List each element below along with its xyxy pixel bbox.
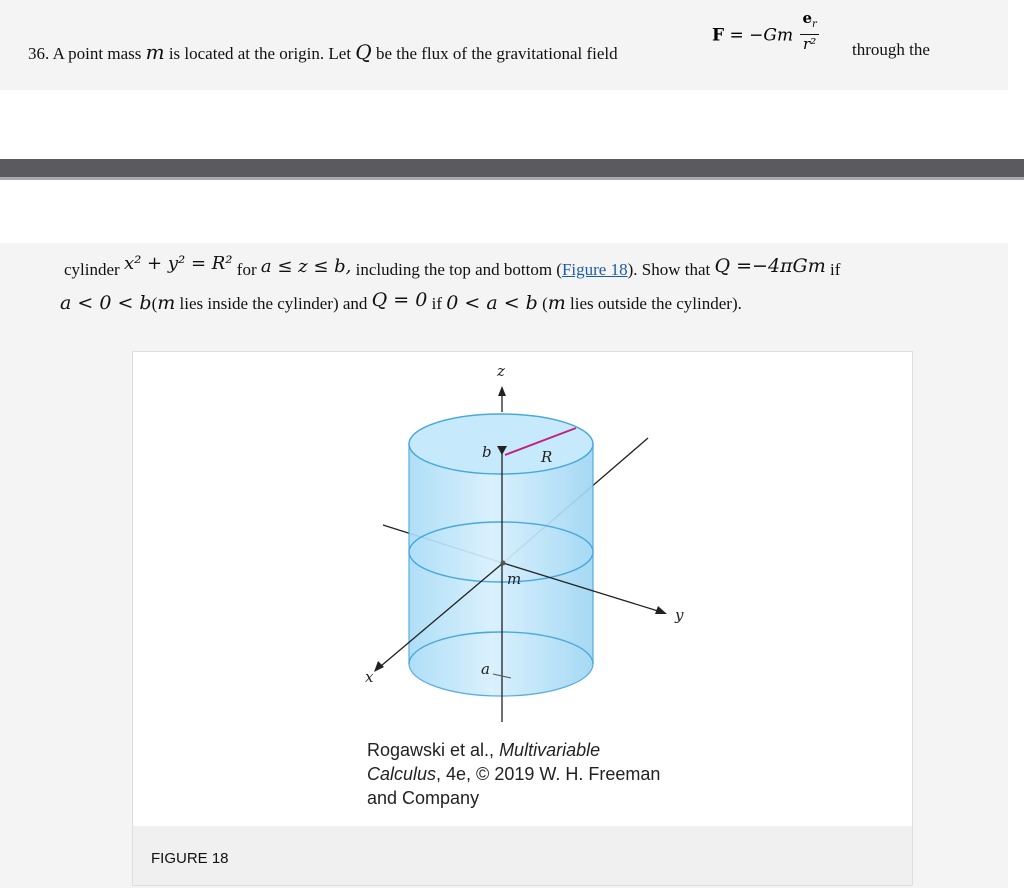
math-e: e bbox=[802, 9, 813, 27]
figure-footer bbox=[133, 826, 912, 885]
text: lies outside the cylinder). bbox=[570, 294, 742, 313]
figure-18-link[interactable]: Figure 18 bbox=[561, 260, 628, 279]
text: ). Show that bbox=[627, 260, 711, 279]
paren: ( bbox=[542, 294, 548, 313]
math-m: m bbox=[145, 40, 165, 64]
label-b: b bbox=[482, 443, 492, 461]
math-z-range: a ≤ z ≤ b, bbox=[260, 256, 352, 277]
math-outside-condition: 0 < a < b bbox=[446, 292, 538, 314]
divider-shadow bbox=[0, 177, 1024, 180]
gravitational-field-formula bbox=[712, 0, 850, 60]
text: including the top and bottom ( bbox=[355, 260, 562, 279]
problem-line-2 bbox=[64, 253, 841, 280]
denominator: r² bbox=[803, 35, 817, 53]
figure-caption: FIGURE 18 bbox=[151, 850, 229, 867]
figure-card bbox=[132, 351, 913, 886]
label-m: m bbox=[507, 570, 522, 588]
cylinder-body bbox=[409, 444, 593, 696]
text: if bbox=[829, 260, 841, 279]
label-z: z bbox=[497, 362, 505, 380]
math-r-sub: r bbox=[812, 19, 817, 30]
math-m: m bbox=[157, 292, 176, 314]
math-cylinder-equation: x² + y² = R² bbox=[123, 253, 233, 274]
cylinder-top bbox=[409, 414, 593, 474]
math-Q: Q bbox=[355, 40, 372, 64]
numerator bbox=[800, 9, 818, 35]
figure-credit bbox=[367, 738, 687, 810]
math-inside-condition: a < 0 < b bbox=[60, 292, 152, 314]
credit-text: and Company bbox=[367, 788, 480, 808]
problem-line-3 bbox=[60, 289, 742, 314]
math-m: m bbox=[547, 292, 566, 314]
credit-title: Calculus bbox=[367, 764, 437, 784]
credit-text: , 4e, © 2019 W. H. Freeman bbox=[436, 764, 661, 784]
text: for bbox=[236, 260, 257, 279]
problem-line-1 bbox=[28, 40, 618, 64]
label-x: x bbox=[365, 668, 374, 686]
x-axis-arrow bbox=[374, 661, 384, 672]
divider-bar bbox=[0, 159, 1024, 177]
problem-number: 36. bbox=[28, 44, 50, 63]
text: be the flux of the gravitational field bbox=[375, 44, 618, 63]
text: is located at the origin. Let bbox=[168, 44, 352, 63]
credit-text: Rogawski et al., bbox=[367, 740, 500, 760]
paren: ( bbox=[151, 294, 158, 313]
origin-point bbox=[501, 561, 506, 566]
text: if bbox=[431, 294, 442, 313]
text: cylinder bbox=[64, 260, 120, 279]
problem-line-1-end: through the bbox=[852, 40, 930, 59]
fraction bbox=[800, 9, 818, 53]
label-y: y bbox=[675, 606, 684, 624]
label-R: R bbox=[541, 448, 553, 466]
math-result: Q =−4πGm bbox=[714, 255, 826, 277]
z-axis-arrow bbox=[498, 386, 506, 396]
math-F: F bbox=[712, 25, 725, 46]
text: lies inside the cylinder) and bbox=[179, 294, 368, 313]
credit-title: Multivariable bbox=[499, 740, 601, 760]
math-eq: = −Gm bbox=[724, 25, 794, 46]
text: A point mass bbox=[52, 44, 142, 63]
y-axis-arrow bbox=[655, 606, 667, 614]
label-a: a bbox=[481, 660, 490, 678]
math-Q-zero: Q = 0 bbox=[371, 289, 428, 311]
